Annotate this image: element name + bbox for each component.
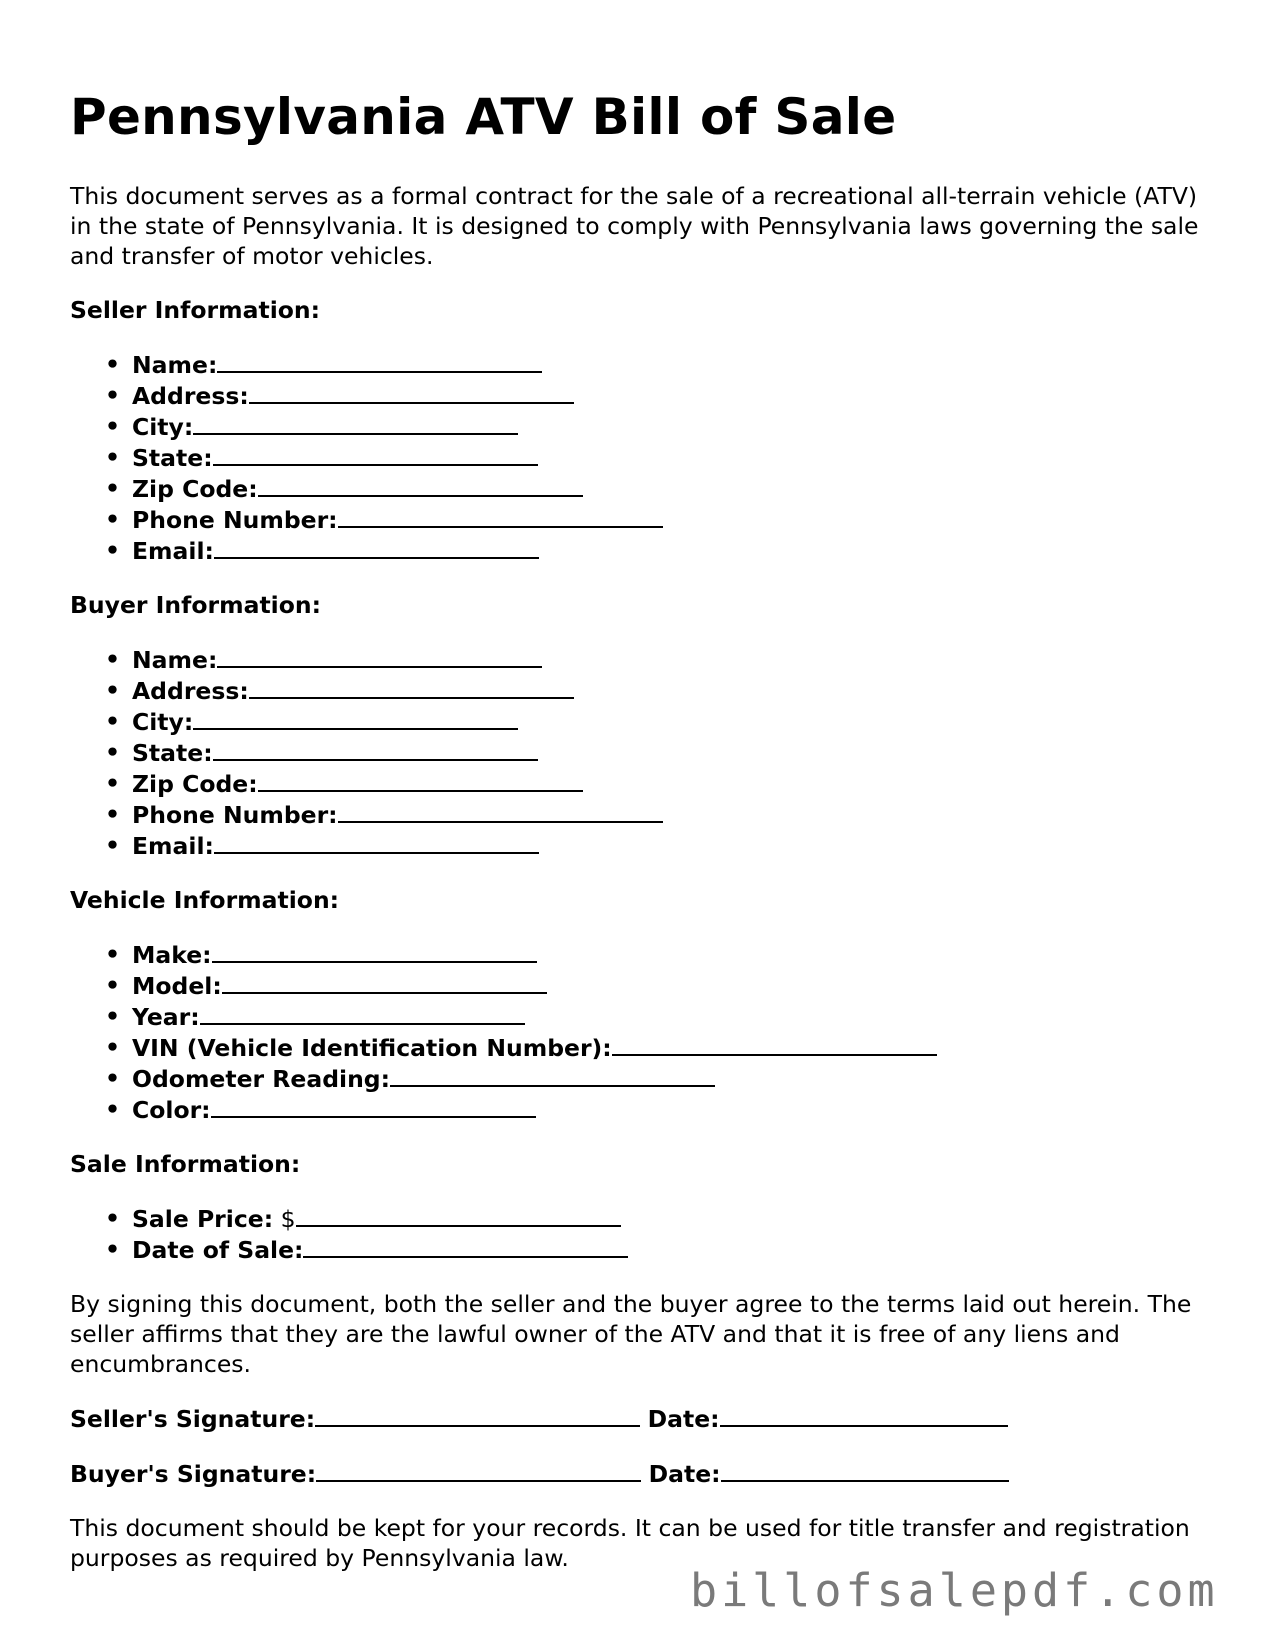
seller-date-label: Date: — [647, 1405, 720, 1433]
seller-email-field[interactable] — [132, 535, 1220, 566]
fill-in-line[interactable] — [193, 706, 518, 730]
sale-date-field[interactable] — [132, 1234, 1220, 1265]
field-label: Odometer Reading: — [132, 1065, 391, 1093]
vehicle-field-list — [70, 939, 1220, 1125]
fill-in-line[interactable] — [193, 411, 518, 435]
fill-in-line[interactable] — [211, 1094, 536, 1118]
buyer-phone-field[interactable] — [132, 799, 1220, 830]
sale-price-field[interactable] — [132, 1203, 1220, 1234]
field-label: Address: — [132, 677, 249, 705]
field-label: State: — [132, 739, 213, 767]
field-label: Email: — [132, 537, 214, 565]
seller-signature-row — [70, 1403, 1220, 1434]
fill-in-line[interactable] — [338, 504, 663, 528]
field-label: Name: — [132, 646, 218, 674]
field-label: Phone Number: — [132, 506, 338, 534]
buyer-name-field[interactable] — [132, 644, 1220, 675]
buyer-email-field[interactable] — [132, 830, 1220, 861]
vehicle-section-heading: Vehicle Information: — [70, 886, 340, 914]
seller-address-field[interactable] — [132, 380, 1220, 411]
seller-state-field[interactable] — [132, 442, 1220, 473]
buyer-field-list — [70, 644, 1220, 861]
buyer-city-field[interactable] — [132, 706, 1220, 737]
fill-in-line[interactable] — [258, 473, 583, 497]
seller-phone-field[interactable] — [132, 504, 1220, 535]
buyer-address-field[interactable] — [132, 675, 1220, 706]
fill-in-line[interactable] — [249, 380, 574, 404]
seller-signature-line[interactable] — [315, 1403, 640, 1427]
document-body — [70, 181, 1220, 1573]
sale-section-heading: Sale Information: — [70, 1150, 301, 1178]
seller-section-heading: Seller Information: — [70, 296, 321, 324]
buyer-signature-line[interactable] — [316, 1458, 641, 1482]
field-label: Address: — [132, 382, 249, 410]
vehicle-make-field[interactable] — [132, 939, 1220, 970]
fill-in-line[interactable] — [338, 799, 663, 823]
seller-name-field[interactable] — [132, 349, 1220, 380]
seller-zip-field[interactable] — [132, 473, 1220, 504]
field-label: Color: — [132, 1096, 211, 1124]
agreement-paragraph: By signing this document, both the seller and the buyer agree to the terms laid out herein. The seller affirms that they are the lawful owner of the ATV and that it is free of any liens and encumbrances. — [70, 1290, 1192, 1378]
fill-in-line[interactable] — [258, 768, 583, 792]
fill-in-line[interactable] — [217, 644, 542, 668]
buyer-signature-row — [70, 1458, 1220, 1489]
site-watermark: billofsalepdf.com — [690, 1564, 1219, 1617]
buyer-date-line[interactable] — [721, 1458, 1009, 1482]
field-label: Year: — [132, 1003, 200, 1031]
footer-note: This document should be kept for your records. It can be used for title transfer and registration purposes as required by Pennsylvania law. — [70, 1514, 1190, 1572]
buyer-date-label: Date: — [648, 1460, 721, 1488]
buyer-section-heading: Buyer Information: — [70, 591, 322, 619]
fill-in-line[interactable] — [200, 1001, 525, 1025]
seller-city-field[interactable] — [132, 411, 1220, 442]
fill-in-line[interactable] — [612, 1032, 937, 1056]
field-label: Zip Code: — [132, 475, 258, 503]
fill-in-line[interactable] — [214, 535, 539, 559]
fill-in-line[interactable] — [222, 970, 547, 994]
fill-in-line[interactable] — [214, 830, 539, 854]
field-label: City: — [132, 708, 194, 736]
intro-paragraph: This document serves as a formal contract for the sale of a recreational all-terrain vehicle (ATV) in the state of Pennsylvania. It is designed to comply with Pennsylvania laws governing the sale and transfer of motor vehicles. — [70, 182, 1199, 270]
field-label: Sale Price: — [132, 1205, 274, 1233]
fill-in-line[interactable] — [213, 442, 538, 466]
field-label: Date of Sale: — [132, 1236, 304, 1264]
sale-field-list — [70, 1203, 1220, 1265]
seller-signature-label: Seller's Signature: — [70, 1405, 316, 1433]
field-label: Zip Code: — [132, 770, 258, 798]
seller-date-line[interactable] — [720, 1403, 1008, 1427]
field-label: Phone Number: — [132, 801, 338, 829]
fill-in-line[interactable] — [303, 1234, 628, 1258]
vehicle-model-field[interactable] — [132, 970, 1220, 1001]
vehicle-odometer-field[interactable] — [132, 1063, 1220, 1094]
buyer-zip-field[interactable] — [132, 768, 1220, 799]
fill-in-line[interactable] — [249, 675, 574, 699]
page-title: Pennsylvania ATV Bill of Sale — [70, 88, 897, 146]
field-label: City: — [132, 413, 194, 441]
vehicle-year-field[interactable] — [132, 1001, 1220, 1032]
vehicle-color-field[interactable] — [132, 1094, 1220, 1125]
fill-in-line[interactable] — [296, 1203, 621, 1227]
currency-symbol: $ — [273, 1205, 296, 1233]
field-label: Email: — [132, 832, 214, 860]
vehicle-vin-field[interactable] — [132, 1032, 1220, 1063]
fill-in-line[interactable] — [217, 349, 542, 373]
fill-in-line[interactable] — [390, 1063, 715, 1087]
buyer-state-field[interactable] — [132, 737, 1220, 768]
field-label: State: — [132, 444, 213, 472]
fill-in-line[interactable] — [212, 939, 537, 963]
seller-field-list — [70, 349, 1220, 566]
field-label: VIN (Vehicle Identification Number): — [132, 1034, 612, 1062]
field-label: Name: — [132, 351, 218, 379]
fill-in-line[interactable] — [213, 737, 538, 761]
field-label: Make: — [132, 941, 212, 969]
buyer-signature-label: Buyer's Signature: — [70, 1460, 317, 1488]
field-label: Model: — [132, 972, 222, 1000]
